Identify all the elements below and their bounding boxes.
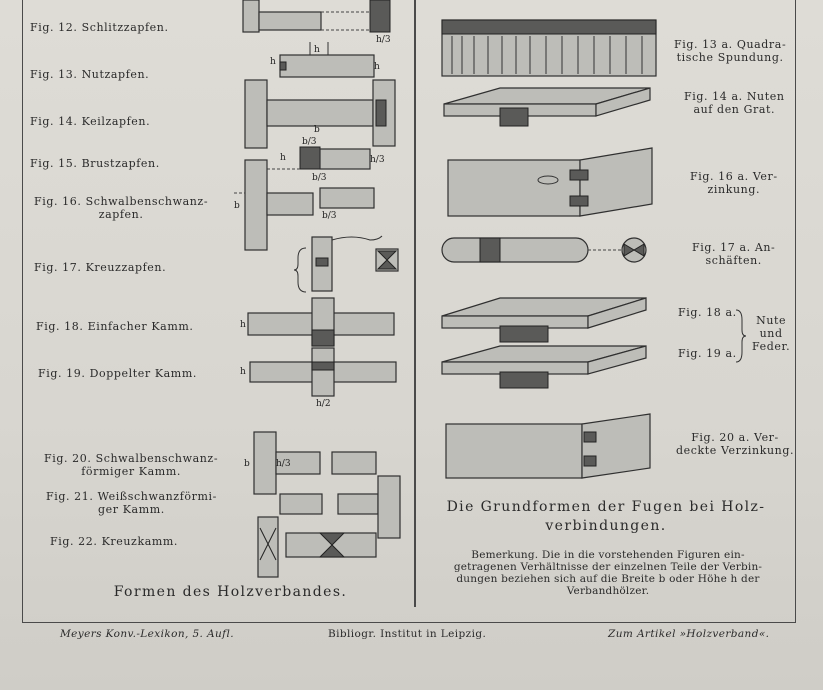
fig-13a-illustration xyxy=(442,20,656,76)
fig-16-label: Fig. 16. Schwalbenschwanz- zapfen. xyxy=(34,195,209,221)
fig-13-label: Fig. 13. Nutzapfen. xyxy=(30,68,150,81)
fig-14-label: Fig. 14. Keilzapfen. xyxy=(30,115,151,128)
left-title: Formen des Holzverbandes. xyxy=(113,584,348,600)
svg-text:h/3: h/3 xyxy=(276,459,291,469)
fig-20a-label: Fig. 20 a. Ver- deckte Verzinkung. xyxy=(676,431,795,457)
footer-publisher: Bibliogr. Institut in Leipzig. xyxy=(328,628,487,640)
svg-text:b: b xyxy=(314,125,320,135)
fig-19a-illustration xyxy=(442,346,646,388)
brace-mark xyxy=(736,310,746,362)
fig-17a-illustration xyxy=(442,238,646,262)
fig-20-illustration xyxy=(244,432,376,494)
remark-note: Bemerkung. Die in die vorstehenden Figuren ein- getragenen Verhältnisse der einzelnen Teile der Verbin- dungen beziehen sich auf die Breite b oder Höhe h der Verbandhölzer. xyxy=(453,549,763,597)
svg-text:h: h xyxy=(240,367,246,377)
fig-17-label: Fig. 17. Kreuzzapfen. xyxy=(34,261,167,274)
fig-14a-illustration xyxy=(444,88,650,126)
fig-14a-label: Fig. 14 a. Nuten auf den Grat. xyxy=(684,90,785,116)
fig-21-label: Fig. 21. Weißschwanzförmi- ger Kamm. xyxy=(46,490,217,516)
fig-18-label: Fig. 18. Einfacher Kamm. xyxy=(36,320,194,333)
svg-text:h: h xyxy=(240,320,246,330)
fig-16-illustration xyxy=(234,160,374,250)
svg-text:b: b xyxy=(244,459,250,469)
fig-19-label: Fig. 19. Doppelter Kamm. xyxy=(38,367,197,380)
fig-14-illustration xyxy=(245,80,395,148)
fig-22-label: Fig. 22. Kreuzkamm. xyxy=(50,535,179,548)
fig-16a-label: Fig. 16 a. Ver- zinkung. xyxy=(690,170,778,196)
svg-text:b/3: b/3 xyxy=(302,137,317,147)
fig-18a-label: Fig. 18 a. xyxy=(678,306,737,319)
svg-text:h: h xyxy=(280,153,286,163)
dim-label: h/3 xyxy=(376,35,391,45)
svg-text:b: b xyxy=(234,201,240,211)
svg-text:h: h xyxy=(314,45,320,55)
fig-16a-illustration xyxy=(448,148,652,216)
fig-22-illustration xyxy=(258,517,376,577)
footer-publication: Meyers Konv.-Lexikon, 5. Aufl. xyxy=(60,628,234,640)
fig-21-illustration xyxy=(280,476,400,538)
fig-12-illustration xyxy=(243,0,391,45)
svg-text:h: h xyxy=(374,62,380,72)
footer-article-ref: Zum Artikel »Holzverband«. xyxy=(608,628,770,640)
fig-20a-illustration xyxy=(446,414,650,478)
brace-label: Nute und Feder. xyxy=(752,314,791,353)
fig-13-illustration xyxy=(270,42,380,77)
svg-text:h: h xyxy=(270,57,276,67)
svg-text:b/3: b/3 xyxy=(312,173,327,183)
fig-12-label: Fig. 12. Schlitzzapfen. xyxy=(30,21,169,34)
fig-13a-label: Fig. 13 a. Quadra- tische Spundung. xyxy=(674,38,787,64)
fig-17-illustration xyxy=(294,236,398,292)
fig-15-label: Fig. 15. Brustzapfen. xyxy=(30,157,160,170)
fig-19-illustration xyxy=(240,348,396,409)
fig-20-label: Fig. 20. Schwalbenschwanz- förmiger Kamm. xyxy=(44,452,219,478)
fig-15-illustration xyxy=(262,137,385,183)
svg-text:h/3: h/3 xyxy=(370,155,385,165)
fig-17a-label: Fig. 17 a. An- schäften. xyxy=(692,241,776,267)
svg-text:h/2: h/2 xyxy=(316,399,331,409)
svg-text:b/3: b/3 xyxy=(322,211,337,221)
fig-18a-illustration xyxy=(442,298,646,342)
right-title: Die Grundformen der Fugen bei Holz- verbindungen. xyxy=(446,499,766,534)
fig-19a-label: Fig. 19 a. xyxy=(678,347,737,360)
